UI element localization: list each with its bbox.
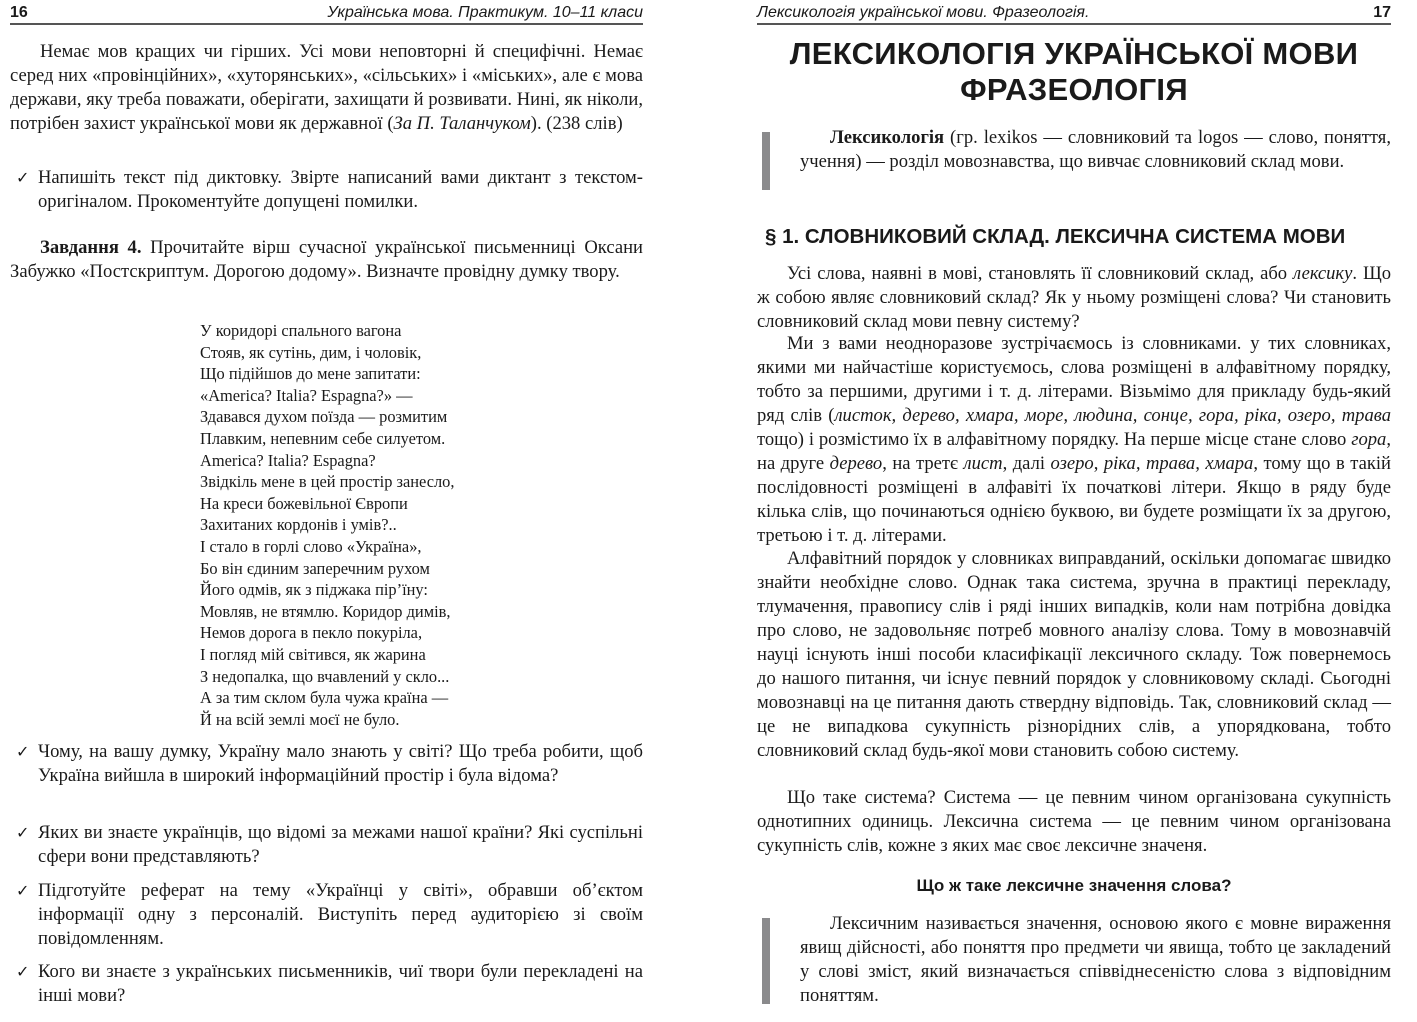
paragraph-3: Алфавітний порядок у словниках виправданий, оскільки допомагає швидко знайти необхідне слово. Однак така система, зручна в практиці перекладу, тлумачення, правопису слів і ряді інших випадків, коли нам потрібна довідка про слово, не задовольняє потреб мовного аналізу слова. Тому в мовознавчій науці існують інші пособи класифікації лексичного складу. Тож повернемось до нашого питання, чи існує певний порядок у словниковому складі. Сьогодні мовознавці на це питання дають ствердну відповідь. Так, словниковий склад — це не випадкова сукупність різнорідних слів, а упорядкована, тобто словниковий склад будь-якої мови становить собою систему.	[757, 548, 1391, 761]
emphasis: лексику	[1293, 263, 1353, 284]
check-icon: ✓	[16, 168, 30, 187]
text-run: , тому що в такій послідовності розміщені в алфавіті їх початкові літери. Якщо в ряду буде кілька слів, що починаються однією буквою, ви будете розміщати їх за другою, третьою і т. д. літерами.	[757, 453, 1391, 546]
question-3	[16, 879, 643, 951]
poem-line: Плавким, непевним себе силуетом.	[200, 428, 446, 448]
task-4-label: Завдання 4.	[40, 237, 142, 258]
definition-lexicology	[800, 126, 1391, 174]
poem-line: І погляд мій світився, як жарина	[200, 644, 426, 664]
poem-line: Здавався духом поїзда — розмитим	[200, 407, 448, 427]
question-4	[16, 960, 643, 1008]
right-running-title: Лексикологія української мови. Фразеологія.	[757, 4, 1090, 21]
text-run: тощо) і розмістимо їх в алфавітному порядку. На перше місце стане слово	[757, 429, 1352, 450]
check-icon: ✓	[16, 823, 30, 842]
chapter-title-line-1: ЛЕКСИКОЛОГІЯ УКРАЇНСЬКОЇ МОВИ	[789, 36, 1359, 71]
check-icon: ✓	[16, 742, 30, 761]
emphasis: дерево	[829, 453, 883, 474]
task-4	[10, 236, 643, 284]
attribution: За П. Таланчуком	[393, 113, 531, 134]
definition-accent-bar	[762, 918, 770, 1004]
text-run: ,	[1093, 453, 1104, 474]
text-run: Ми з вами неодноразове зустрічаємось із словниками. у тих словниках, якими ми найчастіше користуємось, слова розміщені в алфавітному порядку, тобто за першими, другими і т. д. літерами. Візьмімо для прикладу будь-який ряд слів (	[757, 333, 1391, 426]
chapter-title	[757, 36, 1391, 108]
subheading: Що ж таке лексичне значення слова?	[916, 876, 1232, 895]
page-number-left: 16	[10, 4, 28, 21]
poem	[200, 320, 454, 730]
definition-lexical-meaning: Лексичним називається значення, основою якого є мовне вираження явищ дійсності, або поняття про предмети чи явища, тобто це закладений у слові зміст, який визначається співвіднесеністю слова з відповідним поняттям.	[800, 913, 1391, 1006]
text-run: , далі	[1002, 453, 1051, 474]
poem-line: Мовляв, не втямлю. Коридор димів,	[200, 601, 451, 621]
poem-line: А за тим склом була чужа країна —	[200, 688, 449, 708]
paragraph-2	[757, 332, 1391, 548]
poem-line: Немов дорога в пекло покуріла,	[200, 623, 423, 643]
page-number-right: 17	[1373, 4, 1391, 21]
left-running-title: Українська мова. Практикум. 10–11 класи	[327, 4, 643, 21]
poem-line: Стояв, як сутінь, дим, і чоловік,	[200, 342, 422, 362]
word-count: ). (238 слів)	[530, 113, 623, 134]
text-run: Усі слова, наявні в мові, становлять її словниковий склад, або	[787, 263, 1294, 284]
dictation-text	[10, 40, 643, 136]
question-2	[16, 821, 643, 869]
question-text: Чому, на вашу думку, Україну мало знають у світі? Що треба робити, щоб Україна вийшла в широкий інформаційний простір і була відома?	[38, 741, 643, 786]
emphasis: лист	[963, 453, 1003, 474]
text-run: , на друге	[757, 429, 1391, 474]
check-icon: ✓	[16, 881, 30, 900]
definition-lexicology-text: (гр. lexikos — словниковий та logos — слово, поняття, учення) — розділ мовознавства, що вивчає словниковий склад мови.	[800, 127, 1391, 172]
poem-line: Бо він єдиним заперечним рухом	[200, 558, 430, 578]
paragraph-1	[757, 262, 1391, 334]
dictation-text-body: Немає мов кращих чи гірших. Усі мови неповторні й специфічні. Немає серед них «провінційних», «хуторянських», «сільських» і «міських», але є мова держави, яку треба поважати, оберігати, захищати й розвивати. Нині, як ніколи, потрібен захист української мови як державної (	[10, 41, 643, 134]
emphasis: листок, дерево, хмара, море, людина, сонце, гора, ріка, озеро, трава	[834, 405, 1391, 426]
text-run: , на третє	[882, 453, 964, 474]
right-page	[757, 0, 1391, 1022]
left-running-head	[10, 0, 643, 25]
term-lexicology: Лексикологія	[830, 127, 945, 148]
poem-line: Звідкіль мене в цей простір занесло,	[200, 472, 455, 492]
poem-line: «America? Italia? Espagna?» —	[200, 385, 413, 405]
section-heading: § 1. СЛОВНИКОВИЙ СКЛАД. ЛЕКСИЧНА СИСТЕМА МОВИ	[765, 225, 1346, 248]
poem-line: На креси божевільної Європи	[200, 493, 408, 513]
task-4-text: Прочитайте вірш сучасної української письменниці Оксани Забужко «Постскриптум. Дорогою додому». Визначте провідну думку твору.	[10, 237, 643, 282]
chapter-title-line-2: ФРАЗЕОЛОГІЯ	[960, 72, 1188, 107]
poem-line: З недопалка, що вчавлений у скло...	[200, 666, 450, 686]
question-text: Підготуйте реферат на тему «Українці у світі», обравши об’єктом інформації одну з персоналій. Виступіть перед аудиторією зі своїм повідомленням.	[38, 880, 643, 949]
poem-line: America? Italia? Espagna?	[200, 450, 376, 470]
text-run: . Що ж собою являє словниковий склад? Як у ньому розміщені слова? Чи становить словниковий склад мови певну систему?	[757, 263, 1392, 332]
check-icon: ✓	[16, 962, 30, 981]
poem-line: Його одмів, як з піджака пір’їну:	[200, 580, 428, 600]
poem-line: Захитаних кордонів і умів?..	[200, 515, 397, 535]
poem-line: І стало в горлі слово «Україна»,	[200, 536, 422, 556]
dictation-task-text: Напишіть текст під диктовку. Звірте написаний вами диктант з текстом-оригіналом. Прокоментуйте допущені помилки.	[38, 167, 643, 212]
emphasis: озеро	[1050, 453, 1094, 474]
poem-line: У коридорі спального вагона	[200, 321, 402, 340]
paragraph-4: Що таке система? Система — це певним чином організована сукупність однотипних одиниць. Лексична система — це певним чином організована сукупність слів, кожне з яких має своє лексичне значеня.	[757, 787, 1391, 856]
emphasis: ріка, трава, хмара	[1103, 453, 1254, 474]
poem-line: Що підійшов до мене запитати:	[200, 364, 421, 384]
dictation-task	[16, 166, 643, 214]
left-page	[10, 0, 643, 1022]
question-1	[16, 740, 643, 788]
question-text: Яких ви знаєте українців, що відомі за межами нашої країни? Які суспільні сфери вони представляють?	[38, 822, 643, 867]
definition-accent-bar	[762, 132, 770, 190]
question-text: Кого ви знаєте з українських письменників, чиї твори були перекладені на інші мови?	[38, 961, 643, 1006]
poem-line: Й на всій землі моєї не було.	[200, 709, 400, 729]
right-running-head	[757, 0, 1391, 25]
emphasis: гора	[1351, 429, 1387, 450]
